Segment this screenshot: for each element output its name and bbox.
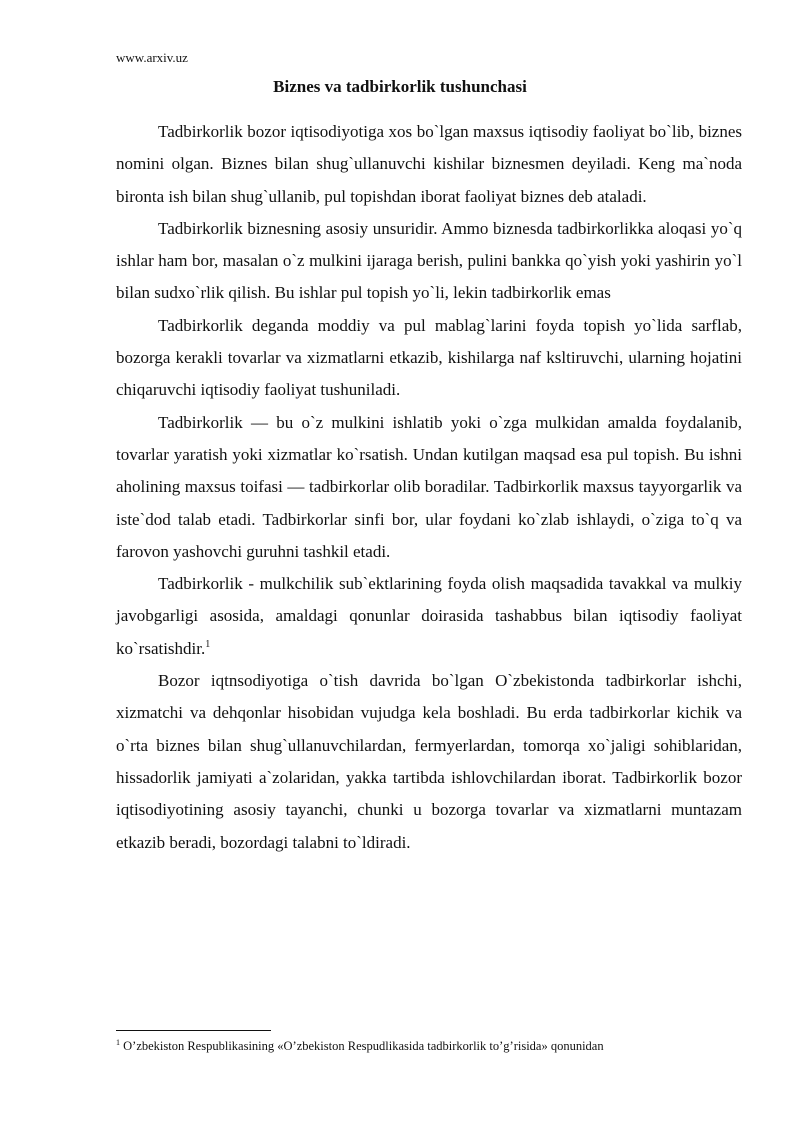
site-url: www.arxiv.uz [116,50,188,65]
paragraph-6: Bozor iqtnsodiyotiga o`tish davrida bo`lgan O`zbekistonda tadbirkorlar ishchi, xizmatchi va dehqonlar hisobidan vujudga kela boshladi. Bu erda tadbirkorlar kichik va o`rta biznes bilan shug`ullanuvchilardan, fermyerlardan, tomorqa xo`jaligi sohiblaridan, hissadorlik jamiyati a`zolaridan, yakka tartibda ishlovchilardan iborat. Tadbirkorlik bozor iqtisodiyotining asosiy tayanchi, chunki u bozorga tovarlar va xizmatlarni muntazam etkazib beradi, bozordagi talabni to`ldiradi. [116,671,742,852]
footnote-divider [116,1030,271,1031]
paragraph-5 [116,568,742,665]
document-body [116,116,742,859]
footnote-reference[interactable]: 1 [205,638,211,650]
paragraph-3: Tadbirkorlik deganda moddiy va pul mablag`larini foyda topish yo`lida sarflab, bozorga kerakli tovarlar va xizmatlarni etkazib, kishilarga naf ksltiruvchi, ularning hojatini chiqaruvchi iqtisodiy faoliyat tushuniladi. [116,315,742,400]
page-title: Biznes va tadbirkorlik tushunchasi [273,77,527,96]
paragraph-4: Tadbirkorlik — bu o`z mulkini ishlatib yoki o`zga mulkidan amalda foydalanib, tovarlar yaratish yoki xizmatlar ko`rsatish. Undan kutilgan maqsad esa pul topish. Bu ishni aholining maxsus toifasi — tadbirkorlar olib boradilar. Tadbirkorlik maxsus tayyorgarlik va iste`dod talab etadi. Tadbirkorlar sinfi bor, ular foydani ko`zlab ishlaydi, o`ziga to`q va farovon yashovchi guruhni tashkil etadi. [116,412,742,561]
paragraph-2: Tadbirkorlik biznesning asosiy unsuridir. Ammo biznesda tadbirkorlikka aloqasi yo`q ishlar ham bor, masalan o`z mulkini ijaraga berish, pulini bankka qo`yish yoki yashirin yo`l bilan sudxo`rlik qilish. Bu ishlar pul topish yo`li, lekin tadbirkorlik emas [116,218,742,303]
paragraph-1: Tadbirkorlik bozor iqtisodiyotiga xos bo`lgan maxsus iqtisodiy faoliyat bo`lib, biznes nomini olgan. Biznes bilan shug`ullanuvchi kishilar biznesmen deyiladi. Keng ma`noda bironta ish bilan shug`ullanib, pul topishdan iborat faoliyat biznes deb ataladi. [116,122,742,206]
footnote-marker: 1 [116,1038,120,1047]
footnote-text: O’zbekiston Respublikasining «O’zbekiston Respudlikasida tadbirkorlik to’g’risida» qonunidan [123,1039,604,1053]
paragraph-5-text: Tadbirkorlik - mulkchilik sub`ektlarining foyda olish maqsadida tavakkal va mulkiy javobgarligi asosida, amaldagi qonunlar doirasida tashabbus bilan iqtisodiy faoliyat ko`rsatishdir. [116,574,742,658]
footnote [116,1038,604,1054]
